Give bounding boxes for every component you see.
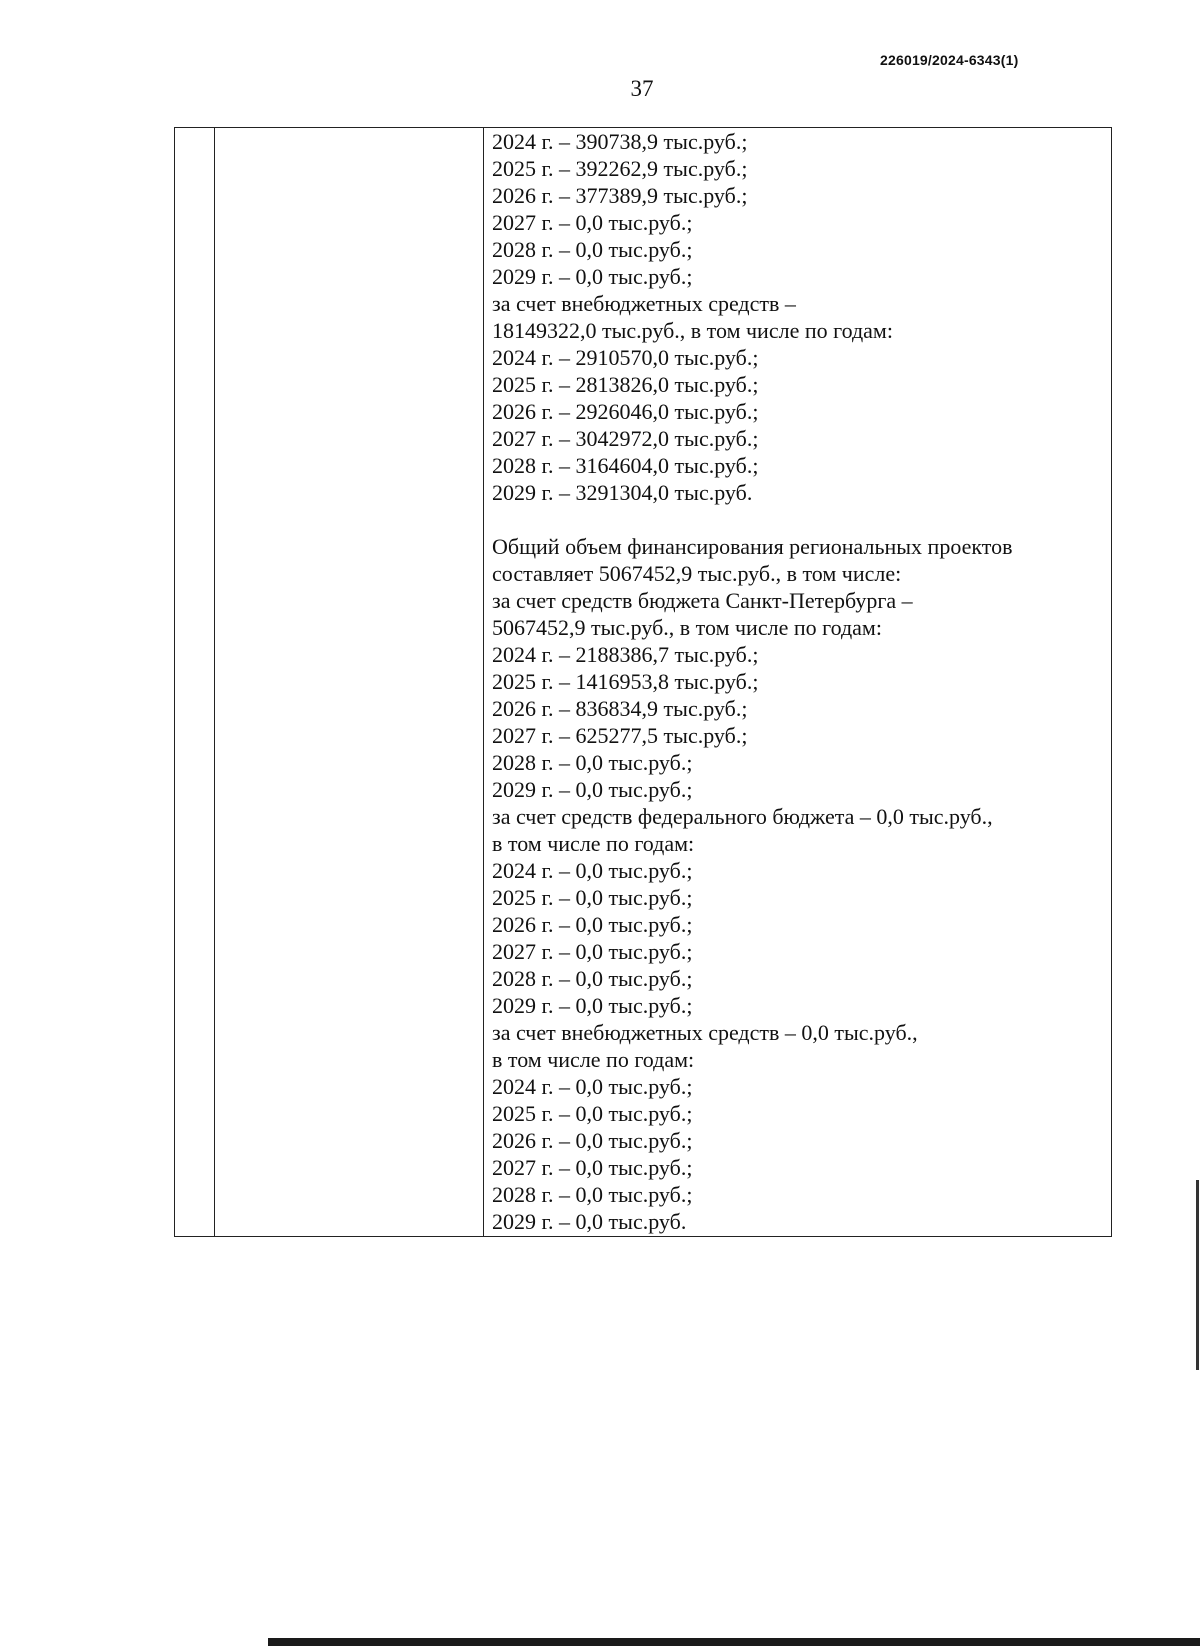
financing-line: 2029 г. – 0,0 тыс.руб.; xyxy=(492,993,693,1018)
financing-line: за счет внебюджетных средств – 0,0 тыс.руб., xyxy=(492,1020,918,1045)
financing-line: 2024 г. – 0,0 тыс.руб.; xyxy=(492,1074,693,1099)
financing-line: 2024 г. – 2910570,0 тыс.руб.; xyxy=(492,345,759,370)
financing-line: 2029 г. – 0,0 тыс.руб.; xyxy=(492,264,693,289)
financing-line: 2025 г. – 392262,9 тыс.руб.; xyxy=(492,156,748,181)
financing-line: 2028 г. – 0,0 тыс.руб.; xyxy=(492,1182,693,1207)
financing-line: 2028 г. – 0,0 тыс.руб.; xyxy=(492,237,693,262)
financing-line: 2024 г. – 0,0 тыс.руб.; xyxy=(492,858,693,883)
financing-line: 2029 г. – 3291304,0 тыс.руб. xyxy=(492,480,753,505)
financing-line: 2026 г. – 0,0 тыс.руб.; xyxy=(492,1128,693,1153)
financing-line: 2028 г. – 0,0 тыс.руб.; xyxy=(492,750,693,775)
financing-line: 2028 г. – 0,0 тыс.руб.; xyxy=(492,966,693,991)
financing-line: за счет внебюджетных средств – xyxy=(492,291,796,316)
paragraph-gap xyxy=(492,506,1102,533)
scan-bottom-edge xyxy=(268,1638,1200,1646)
financing-line: 2029 г. – 0,0 тыс.руб.; xyxy=(492,777,693,802)
column-divider-2 xyxy=(483,128,484,1236)
financing-line: 5067452,9 тыс.руб., в том числе по годам: xyxy=(492,615,882,640)
financing-line: 2024 г. – 2188386,7 тыс.руб.; xyxy=(492,642,759,667)
financing-line: 2026 г. – 836834,9 тыс.руб.; xyxy=(492,696,748,721)
page-number: 37 xyxy=(630,76,654,101)
scan-edge-mark xyxy=(1196,1180,1199,1370)
financing-line: 18149322,0 тыс.руб., в том числе по годам: xyxy=(492,318,893,343)
financing-line: 2029 г. – 0,0 тыс.руб. xyxy=(492,1209,687,1234)
financing-line: 2028 г. – 3164604,0 тыс.руб.; xyxy=(492,453,759,478)
column-divider-1 xyxy=(214,128,215,1236)
financing-line: 2027 г. – 0,0 тыс.руб.; xyxy=(492,1155,693,1180)
financing-line: в том числе по годам: xyxy=(492,831,695,856)
financing-line: 2025 г. – 1416953,8 тыс.руб.; xyxy=(492,669,759,694)
financing-line: 2027 г. – 0,0 тыс.руб.; xyxy=(492,210,693,235)
document-registration-number: 226019/2024-6343(1) xyxy=(880,52,1019,68)
financing-line: 2025 г. – 0,0 тыс.руб.; xyxy=(492,885,693,910)
financing-line: 2026 г. – 2926046,0 тыс.руб.; xyxy=(492,399,759,424)
financing-line: 2027 г. – 0,0 тыс.руб.; xyxy=(492,939,693,964)
financing-line: Общий объем финансирования региональных проектов xyxy=(492,534,1013,559)
financing-line: 2027 г. – 3042972,0 тыс.руб.; xyxy=(492,426,759,451)
financing-line: 2027 г. – 625277,5 тыс.руб.; xyxy=(492,723,748,748)
financing-line: 2025 г. – 0,0 тыс.руб.; xyxy=(492,1101,693,1126)
financing-line: 2024 г. – 390738,9 тыс.руб.; xyxy=(492,129,748,154)
financing-line: 2026 г. – 377389,9 тыс.руб.; xyxy=(492,183,748,208)
financing-details-cell xyxy=(492,128,1102,1235)
financing-line: в том числе по годам: xyxy=(492,1047,695,1072)
financing-line: составляет 5067452,9 тыс.руб., в том числе: xyxy=(492,561,902,586)
financing-line: за счет средств бюджета Санкт-Петербурга – xyxy=(492,588,913,613)
financing-line: за счет средств федерального бюджета – 0,0 тыс.руб., xyxy=(492,804,993,829)
financing-line: 2025 г. – 2813826,0 тыс.руб.; xyxy=(492,372,759,397)
financing-table xyxy=(174,127,1112,1237)
financing-line: 2026 г. – 0,0 тыс.руб.; xyxy=(492,912,693,937)
